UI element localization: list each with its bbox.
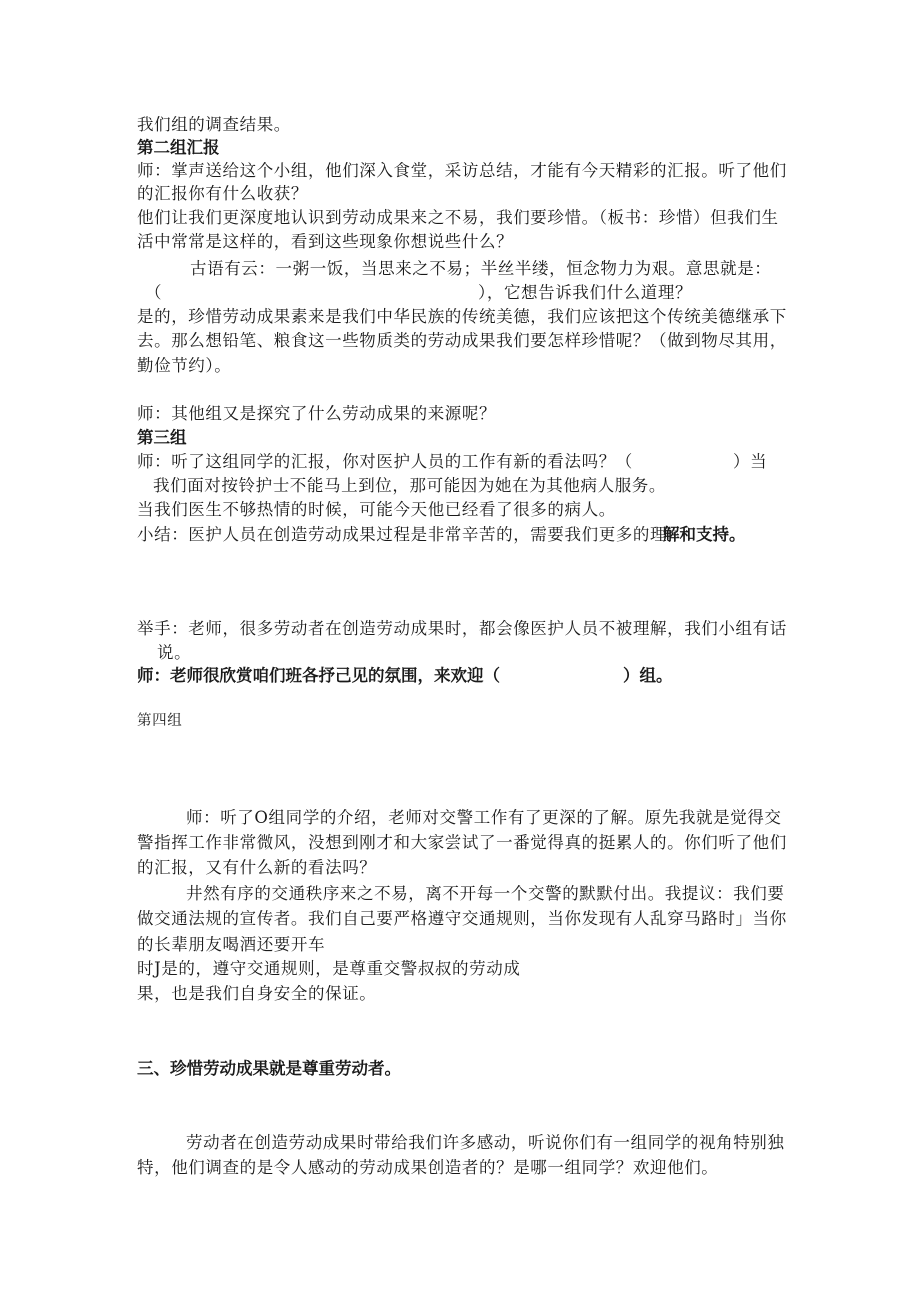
section-heading-group-3: 第三组 bbox=[137, 428, 187, 447]
text-line: 当我们医生不够热情的时候，可能今天他已经看了很多的病人。 bbox=[137, 500, 616, 519]
text-line: ）当 bbox=[733, 452, 768, 471]
text-line: 师：其他组又是探究了什么劳动成果的来源呢？ bbox=[137, 404, 497, 423]
text-line: 我们组的调查结果。 bbox=[137, 115, 291, 134]
text-line: 的汇报你有什么收获？ bbox=[137, 184, 308, 203]
text-line: 师：听了O组同学的介绍，老师对交警工作有了更深的了解。原先我就是觉得交 bbox=[186, 808, 782, 827]
text-line: 说。 bbox=[157, 643, 192, 662]
text-line: 去。那么想铅笔、粮食这一些物质类的劳动成果我们要怎样珍惜呢？（做到物尽其用， bbox=[137, 331, 787, 350]
text-line: 师：掌声送给这个小组，他们深入食堂，采访总结，才能有今天精彩的汇报。听了他们 bbox=[137, 161, 787, 180]
text-line: 果，也是我们自身安全的保证。 bbox=[137, 984, 377, 1003]
text-line: 警指挥工作非常微风，没想到刚才和大家尝试了一番觉得真的挺累人的。你们听了他们 bbox=[137, 833, 787, 852]
text-line: 师：听了这组同学的汇报，你对医护人员的工作有新的看法吗？（ bbox=[137, 452, 633, 471]
text-line: 举手：老师，很多劳动者在创造劳动成果时，都会像医护人员不被理解，我们小组有话 bbox=[137, 619, 787, 638]
text-line: 勤俭节约）。 bbox=[137, 356, 232, 375]
teacher-line-bold-end: ）组。 bbox=[623, 666, 673, 685]
text-line: 的长辈朋友喝酒还要开车 bbox=[137, 935, 326, 954]
text-line: 我们面对按铃护士不能马上到位，那可能因为她在为其他病人服务。 bbox=[153, 476, 666, 495]
text-line: 时J是的，遵守交通规则，是尊重交警叔叔的劳动成 bbox=[137, 959, 521, 978]
teacher-line-bold: 师：老师很欣赏咱们班各抒己见的氛围，来欢迎（ bbox=[137, 666, 500, 685]
text-line: 井然有序的交通秩序来之不易，离不开每一个交警的默默付出。我提议：我们要 bbox=[186, 884, 785, 903]
text-line: ），它想告诉我们什么道理？ bbox=[478, 283, 693, 302]
blank-open-paren: （ bbox=[145, 283, 163, 302]
text-line: 是的，珍惜劳动成果素来是我们中华民族的传统美德，我们应该把这个传统美德继承下 bbox=[137, 307, 787, 326]
section-heading-group-2: 第二组汇报 bbox=[137, 138, 220, 157]
text-line: 古语有云：一粥一饭，当思来之不易；半丝半缕，恒念物力为艰。意思就是： bbox=[190, 259, 772, 278]
text-line: 劳动者在创造劳动成果时带给我们许多感动，听说你们有一组同学的视角特别独 bbox=[186, 1133, 785, 1152]
text-line: 特，他们调查的是令人感动的劳动成果创造者的？是哪一组同学？欢迎他们。 bbox=[137, 1158, 719, 1177]
text-line: 他们让我们更深度地认识到劳动成果来之不易，我们要珍惜。（板书：珍惜）但我们生 bbox=[137, 208, 779, 227]
section-heading-group-4: 第四组 bbox=[137, 713, 183, 729]
text-line: 活中常常是这样的，看到这些现象你想说些什么？ bbox=[137, 232, 514, 251]
text-line: 做交通法规的宣传者。我们自己要严格遵守交通规则，当你发现有人乱穿马路时」当你 bbox=[137, 909, 787, 928]
summary-line: 小结：医护人员在创造劳动成果过程是非常辛苦的，需要我们更多的理 bbox=[137, 525, 668, 544]
text-line: 的汇报，又有什么新的看法吗？ bbox=[137, 858, 377, 877]
summary-line-bold: 解和支持。 bbox=[663, 525, 746, 544]
section-heading-3: 三、珍惜劳动成果就是尊重劳动者。 bbox=[137, 1059, 401, 1078]
